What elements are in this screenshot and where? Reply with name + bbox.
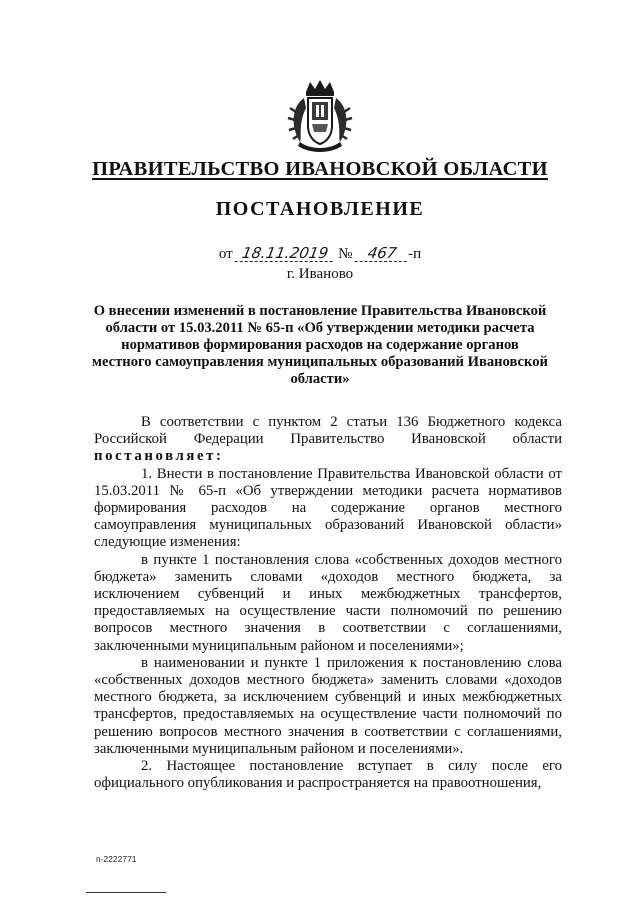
footer-divider — [86, 892, 166, 893]
document-type: ПОСТАНОВЛЕНИЕ — [215, 198, 425, 220]
city: г. Иваново — [286, 266, 354, 282]
handwritten-number: 467 — [355, 246, 410, 262]
item-1-b-paragraph: в наименовании и пункте 1 приложения к постановлению слова «собственных доходов местного бюджета» заменить словами «доходов местного бюджета, за исключением субвенций и иных межбюджетных трансфертов, предоставляемых на осуществление части полномочий по решению вопросов местного значения в соответствии с соглашениями, заключенными муниципальным районом и поселениями». — [94, 654, 562, 757]
intro-paragraph — [94, 414, 562, 466]
document-body — [94, 414, 562, 792]
number-suffix: -п — [408, 246, 422, 262]
date-number-line — [0, 246, 640, 263]
resolves-word: постановляет: — [94, 448, 224, 465]
item-1-paragraph: 1. Внести в постановление Правительства Ивановской области от 15.03.2011 № 65-п «Об утверждении методики расчета нормативов формирования расходов на содержание органов местного самоуправления муниципальных образований Ивановской области» следующие изменения: — [94, 465, 562, 551]
document-subject: О внесении изменений в постановление Правительства Ивановской области от 15.03.2011 № 65-п «Об утверждении методики расчета нормативов формирования расходов на содержание органов местного самоуправления муниципальных образований Ивановской области» — [92, 303, 548, 387]
item-1-a-paragraph: в пункте 1 постановления слова «собственных доходов местного бюджета» заменить словами «доходов местного бюджета, за исключением субвенций и иных межбюджетных трансфертов, предоставляемых на осуществление части полномочий по решению вопросов местного значения в соответствии с соглашениями, заключенными муниципальным районом и поселениями»; — [94, 551, 562, 654]
item-2-paragraph: 2. Настоящее постановление вступает в силу после его официального опубликования и распространяется на правоотношения, — [94, 758, 562, 792]
handwritten-date: 18.11.2019 — [235, 246, 336, 262]
footer-document-code: п-2222771 — [96, 854, 137, 864]
government-title: ПРАВИТЕЛЬСТВО ИВАНОВСКОЙ ОБЛАСТИ — [92, 158, 548, 180]
intro-text: В соответствии с пунктом 2 статьи 136 Бюджетного кодекса Российской Федерации Правительство Ивановской области — [94, 414, 562, 448]
date-prefix: от — [218, 246, 233, 262]
coat-of-arms-icon — [286, 78, 354, 154]
number-label: № — [338, 246, 353, 262]
